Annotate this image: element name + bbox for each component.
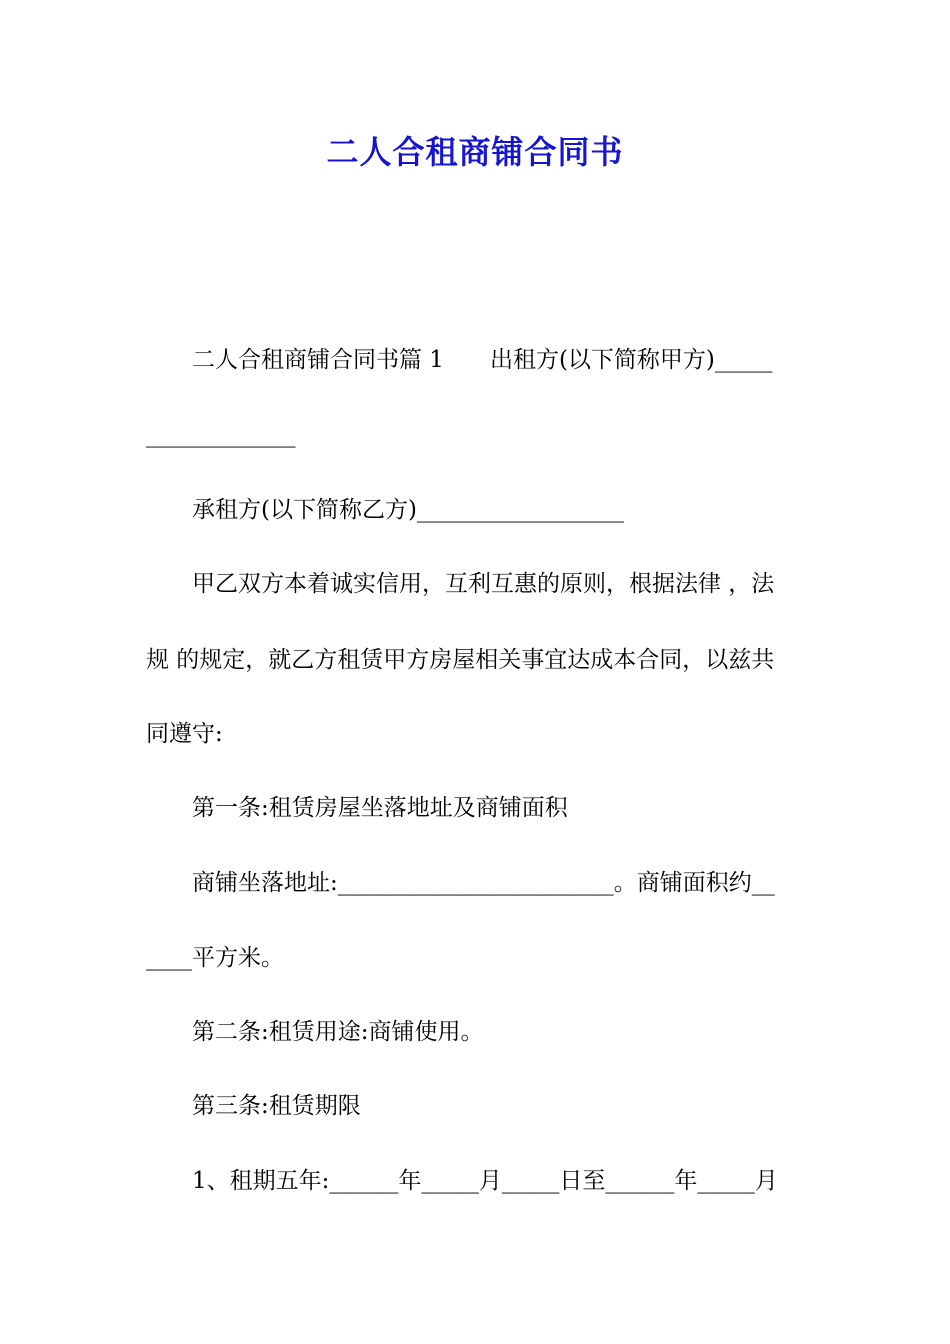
- paragraph-line: 二人合租商铺合同书篇 1 出租方(以下简称甲方)_____: [192, 347, 773, 373]
- paragraph-line: ____平方米。: [146, 945, 284, 971]
- paragraph-line: 商铺坐落地址:________________________。商铺面积约__: [192, 870, 775, 896]
- paragraph-line: 甲乙双方本着诚实信用，互利互惠的原则，根据法律 ，法: [192, 571, 775, 597]
- paragraph-line: 规 的规定，就乙方租赁甲方房屋相关事宜达成本合同，以兹共: [146, 647, 775, 673]
- paragraph-line: 同遵守:: [146, 721, 223, 747]
- paragraph-line: _____________: [146, 422, 296, 448]
- section-heading: 第二条:租赁用途:商铺使用。: [192, 1019, 484, 1045]
- document-title: 二人合租商铺合同书: [326, 133, 624, 171]
- section-heading: 第一条:租赁房屋坐落地址及商铺面积: [192, 795, 568, 821]
- section-heading: 第三条:租赁期限: [192, 1093, 361, 1119]
- paragraph-line: 1、租期五年:______年_____月_____日至______年_____月: [192, 1168, 778, 1194]
- paragraph-line: 承租方(以下简称乙方)__________________: [192, 497, 624, 523]
